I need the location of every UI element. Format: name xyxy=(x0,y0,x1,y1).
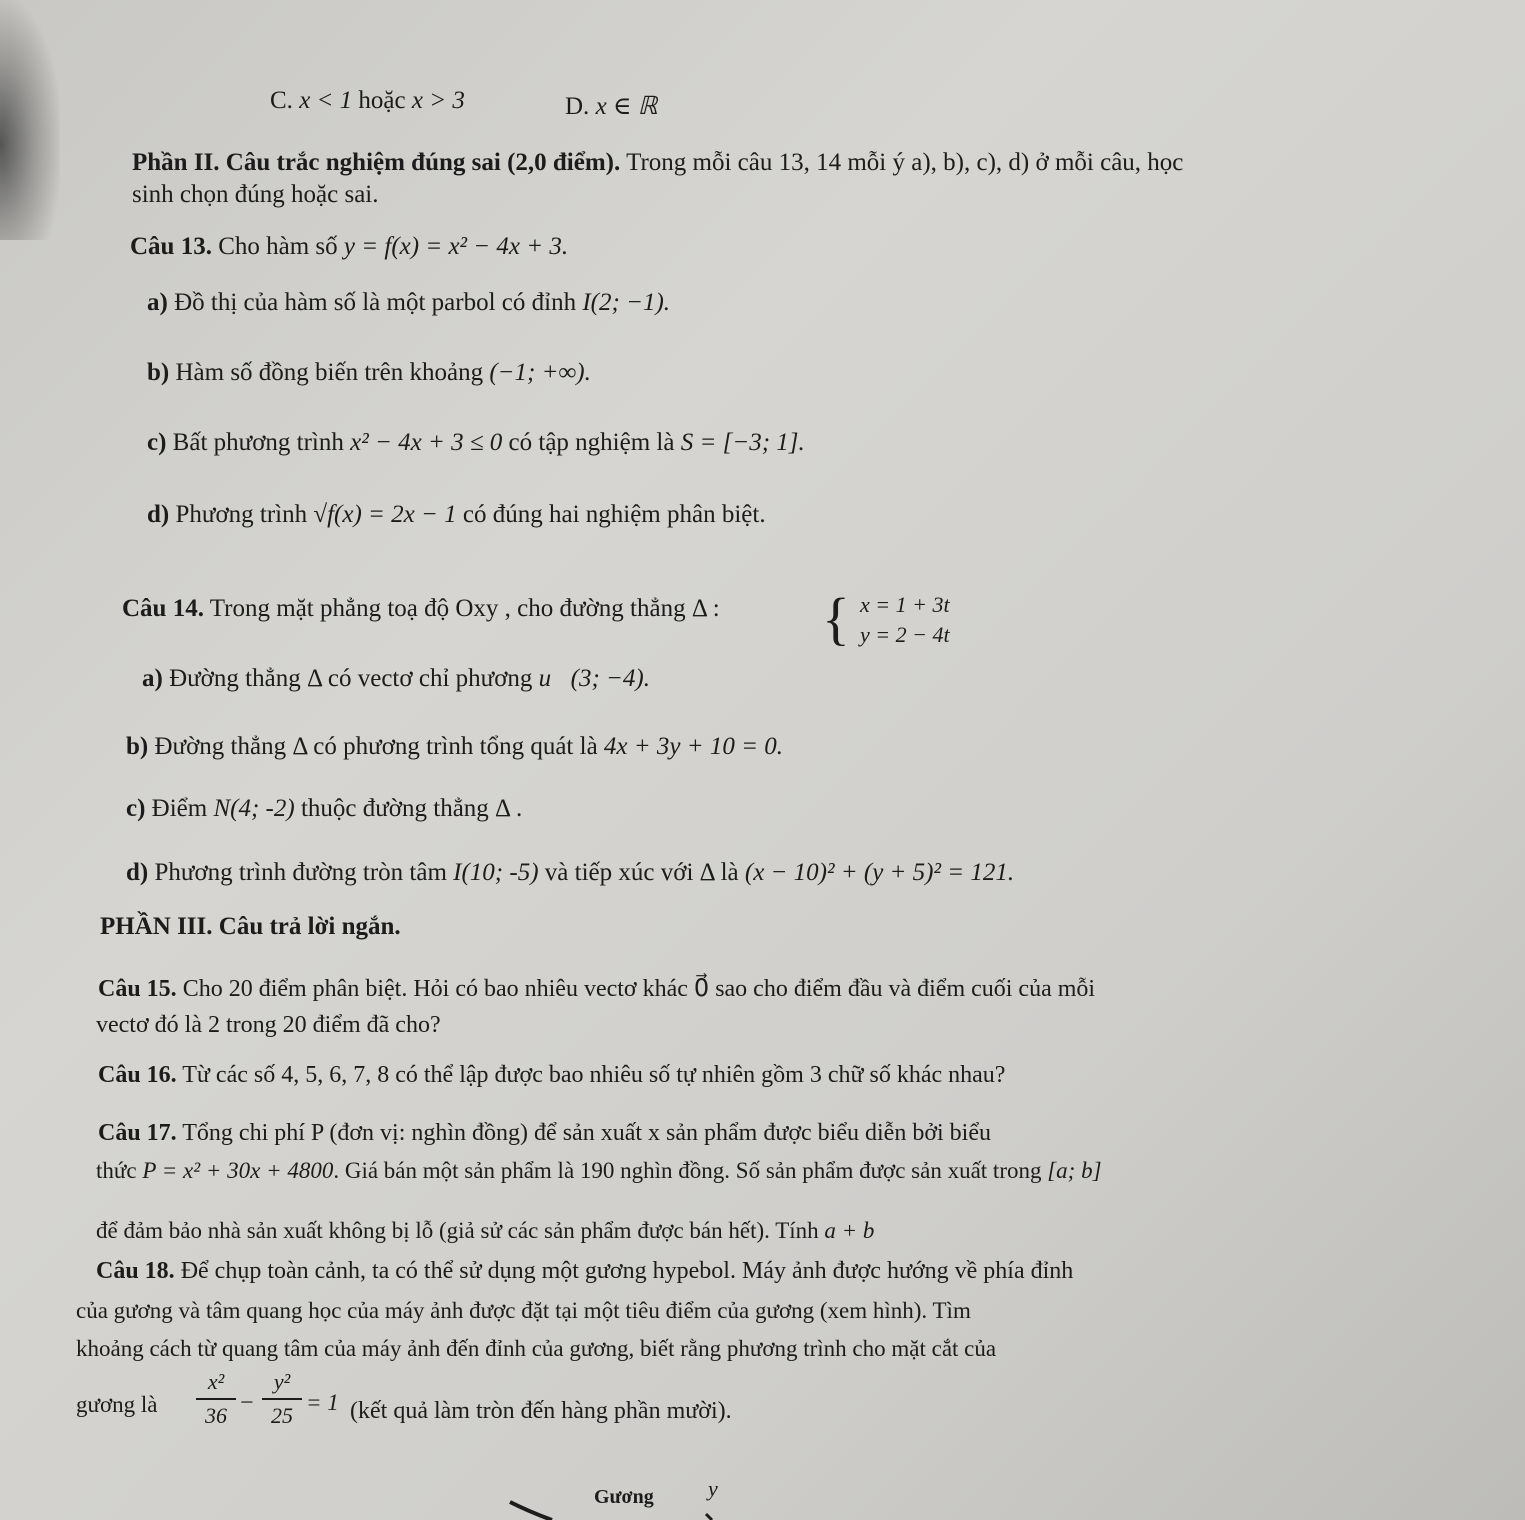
q17-line2-rest: . Giá bán một sản phẩm là 190 nghìn đồng. Số sản phẩm được sản xuất trong xyxy=(333,1158,1042,1183)
q17-line3 xyxy=(96,1216,874,1246)
q18-line2: của gương và tâm quang học của máy ảnh được đặt tại một tiêu điểm của gương (xem hình). Tìm xyxy=(76,1298,971,1323)
q13-d-label: d) xyxy=(147,501,170,528)
page-edge-shadow xyxy=(0,0,60,240)
q13-text: Cho hàm số xyxy=(218,233,338,260)
q13-b-label: b) xyxy=(147,359,170,386)
option-c-label: C. xyxy=(270,87,293,114)
q14-system-line2: y = 2 − 4t xyxy=(860,622,950,647)
q17-sum: a + b xyxy=(824,1218,875,1243)
option-c xyxy=(270,86,465,116)
q13-math: y = f(x) = x² − 4x + 3. xyxy=(343,233,569,260)
q13-d-math: √f(x) = 2x − 1 xyxy=(313,501,457,528)
figure-y-axis-label: y xyxy=(708,1476,718,1501)
q17-formula: P = x² + 30x + 4800 xyxy=(142,1158,334,1183)
option-c-math: x < 1 xyxy=(299,87,353,114)
option-d xyxy=(565,92,657,122)
q15-stem xyxy=(98,974,1095,1004)
q13-d-text: Phương trình xyxy=(175,501,308,528)
q14-d-math: I(10; -5) xyxy=(453,859,539,886)
q14-c-text2: thuộc đường thẳng Δ . xyxy=(300,795,523,822)
part2-heading-bold: Phần II. Câu trắc nghiệm đúng sai (2,0 điểm). xyxy=(132,149,621,176)
q14-d xyxy=(126,858,1014,888)
q14-d-label: d) xyxy=(126,859,149,886)
q13-c-math2: S = [−3; 1]. xyxy=(680,429,805,456)
fraction-x2-36 xyxy=(196,1368,236,1430)
q18-label: Câu 18. xyxy=(96,1258,175,1284)
q13-stem xyxy=(130,232,568,262)
part2-heading xyxy=(132,148,1183,178)
minus-sign: − xyxy=(240,1390,254,1416)
q14-c xyxy=(126,794,522,824)
q13-c-text2: có tập nghiệm là xyxy=(508,429,675,456)
q14-b-label: b) xyxy=(126,733,149,760)
q14-c-math: N(4; -2) xyxy=(213,795,295,822)
fraction2-numerator: y² xyxy=(273,1369,291,1394)
q14-system-line1: x = 1 + 3t xyxy=(860,592,950,617)
fraction1-denominator: 36 xyxy=(205,1403,227,1428)
q13-a-math: I(2; −1). xyxy=(582,289,671,316)
q14-system xyxy=(860,590,950,650)
part2-heading-line2: sinh chọn đúng hoặc sai. xyxy=(132,181,379,208)
q13-a-text: Đồ thị của hàm số là một parbol có đỉnh xyxy=(174,289,577,316)
option-c-or: hoặc xyxy=(358,87,406,114)
q16-text: Từ các số 4, 5, 6, 7, 8 có thể lập được bao nhiêu số tự nhiên gồm 3 chữ số khác nhau? xyxy=(182,1062,1006,1088)
q16-label: Câu 16. xyxy=(98,1062,177,1088)
q14-stem xyxy=(122,594,720,624)
q13-c-text: Bất phương trình xyxy=(172,429,344,456)
q17-text: Tổng chi phí P (đơn vị: nghìn đồng) để sản xuất x sản phẩm được biểu diễn bởi biểu xyxy=(182,1120,991,1146)
q13-c-label: c) xyxy=(147,429,167,456)
q18-line4-rest: (kết quả làm tròn đến hàng phần mười). xyxy=(350,1398,732,1424)
figure-mirror-label: Gương xyxy=(594,1486,654,1508)
q14-d-text: Phương trình đường tròn tâm xyxy=(154,859,447,886)
part3-heading: PHẦN III. Câu trả lời ngắn. xyxy=(100,913,401,940)
q14-a-math: u⃗(3; −4). xyxy=(538,665,650,692)
q14-d-math2: (x − 10)² + (y + 5)² = 121. xyxy=(744,859,1015,886)
q16-stem xyxy=(98,1060,1005,1090)
q13-d-text2: có đúng hai nghiệm phân biệt. xyxy=(462,501,766,528)
q17-stem xyxy=(98,1118,991,1148)
q15-text: Cho 20 điểm phân biệt. Hỏi có bao nhiêu vectơ khác 0⃗ sao cho điểm đầu và điểm cuối của mỗi xyxy=(182,976,1096,1002)
q13-c-math: x² − 4x + 3 ≤ 0 xyxy=(350,429,503,456)
q13-c xyxy=(147,428,805,458)
q14-c-text: Điểm xyxy=(151,795,208,822)
q18-line4-lead: gương là xyxy=(76,1392,158,1417)
q13-a xyxy=(147,288,670,318)
q14-label: Câu 14. xyxy=(122,595,204,622)
q13-label: Câu 13. xyxy=(130,233,212,260)
q14-a-text: Đường thẳng Δ có vectơ chỉ phương xyxy=(169,665,533,692)
q14-d-text2: và tiếp xúc với Δ là xyxy=(544,859,739,886)
q17-line2 xyxy=(96,1156,1102,1186)
fraction-y2-25 xyxy=(262,1368,302,1430)
fraction2-denominator: 25 xyxy=(271,1403,293,1428)
option-d-label: D. xyxy=(565,93,590,120)
q13-d xyxy=(147,500,766,530)
q14-b-text: Đường thẳng Δ có phương trình tổng quát là xyxy=(154,733,598,760)
equals-one: = 1 xyxy=(306,1390,339,1415)
q17-line2-lead: thức xyxy=(96,1158,137,1183)
q14-a xyxy=(142,664,650,694)
q14-b-math: 4x + 3y + 10 = 0. xyxy=(603,733,783,760)
q13-b-text: Hàm số đồng biến trên khoảng xyxy=(175,359,484,386)
part2-heading-rest: Trong mỗi câu 13, 14 mỗi ý a), b), c), d) ở mỗi câu, học xyxy=(626,149,1184,176)
q13-b xyxy=(147,358,591,388)
q14-text: Trong mặt phẳng toạ độ Oxy , cho đường thẳng xyxy=(209,595,686,622)
q13-b-math: (−1; +∞). xyxy=(489,359,591,386)
q17-line3-text: để đảm bảo nhà sản xuất không bị lỗ (giả sử các sản phẩm được bán hết). Tính xyxy=(96,1218,819,1243)
q15-line2: vectơ đó là 2 trong 20 điểm đã cho? xyxy=(96,1012,441,1038)
option-c-math2: x > 3 xyxy=(411,87,465,114)
q13-a-label: a) xyxy=(147,289,168,316)
system-brace: { xyxy=(822,586,850,651)
q17-label: Câu 17. xyxy=(98,1120,177,1146)
q14-b xyxy=(126,732,783,762)
q18-stem xyxy=(96,1256,1073,1286)
q18-text: Để chụp toàn cảnh, ta có thể sử dụng một gương hypebol. Máy ảnh được hướng về phía đỉnh xyxy=(180,1258,1074,1284)
q14-delta: Δ : xyxy=(691,595,720,622)
fraction1-numerator: x² xyxy=(207,1369,225,1394)
q14-c-label: c) xyxy=(126,795,146,822)
q17-interval: [a; b] xyxy=(1047,1158,1102,1183)
q18-line3: khoảng cách từ quang tâm của máy ảnh đến đỉnh của gương, biết rằng phương trình cho mặt cắt của xyxy=(76,1336,997,1361)
q14-a-label: a) xyxy=(142,665,163,692)
option-d-math: x ∈ ℝ xyxy=(595,93,658,120)
figure-hyperbola-fragment xyxy=(500,1490,760,1520)
q15-label: Câu 15. xyxy=(98,976,177,1002)
